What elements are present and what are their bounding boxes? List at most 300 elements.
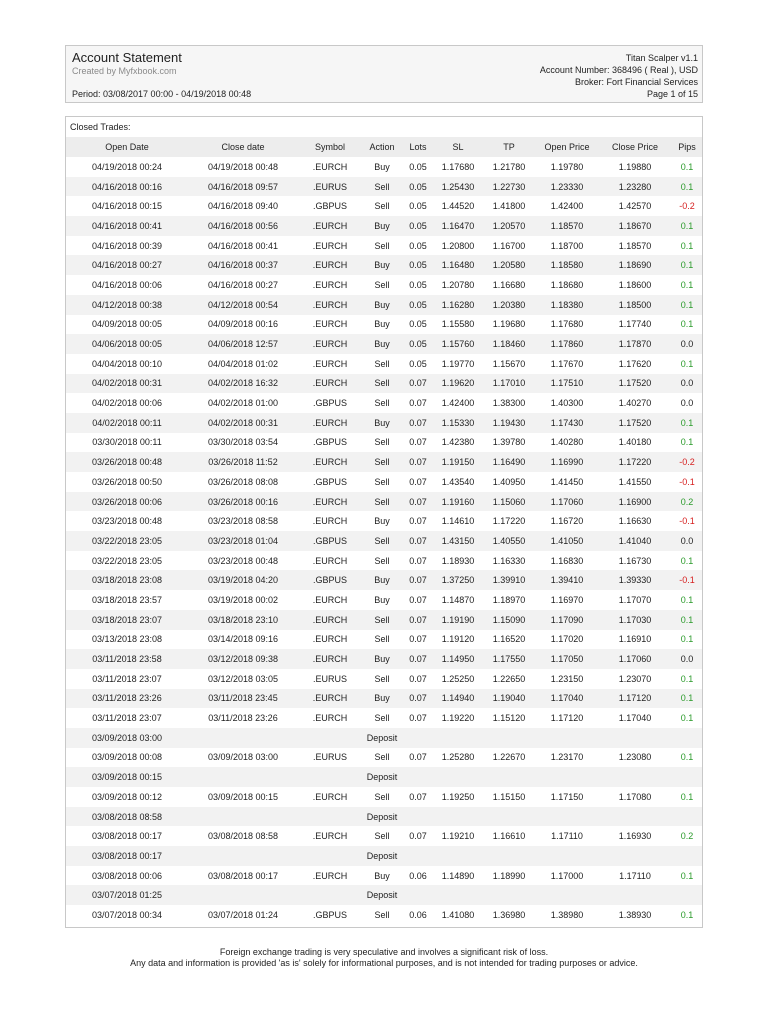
- cell-sl: 1.42380: [441, 437, 475, 448]
- cell-action: Deposit: [366, 850, 398, 861]
- page-indicator: Page 1 of 15: [646, 89, 698, 99]
- cell-open-date: 03/07/2018 01:25: [91, 890, 163, 901]
- cell-open-price: 1.17000: [550, 870, 584, 881]
- cell-sl: 1.19160: [441, 496, 475, 507]
- table-row: [66, 630, 702, 650]
- cell-symbol: .GBPUS: [312, 909, 347, 920]
- cell-close-date: 03/23/2018 08:58: [207, 516, 279, 527]
- table-row: [66, 610, 702, 630]
- cell-tp: [482, 846, 536, 866]
- cell-action: Buy: [374, 575, 390, 586]
- table-row: [66, 885, 702, 905]
- cell-close-price: 1.16900: [618, 496, 652, 507]
- cell-lots: 0.07: [409, 555, 427, 566]
- cell-sl: 1.43150: [441, 535, 475, 546]
- cell-close-price: 1.17080: [618, 791, 652, 802]
- cell-sl: 1.19770: [441, 358, 475, 369]
- cell-sl: [434, 807, 482, 827]
- cell-action: Sell: [374, 279, 390, 290]
- cell-action: Sell: [374, 437, 390, 448]
- cell-action: Buy: [374, 654, 390, 665]
- cell-tp: 1.21780: [492, 161, 526, 172]
- cell-open-date: 03/18/2018 23:08: [91, 575, 163, 586]
- cell-sl: 1.14610: [441, 516, 475, 527]
- cell-close-date: 04/04/2018 01:02: [207, 358, 279, 369]
- cell-close-date: 03/23/2018 01:04: [207, 535, 279, 546]
- cell-close-price: 1.17060: [618, 654, 652, 665]
- cell-lots: 0.07: [409, 437, 427, 448]
- cell-pips: 0.0: [680, 339, 694, 350]
- cell-open-price: 1.17510: [550, 378, 584, 389]
- cell-open-price: 1.38980: [550, 909, 584, 920]
- cell-tp: 1.16520: [492, 634, 526, 645]
- cell-pips: -0.1: [679, 476, 695, 487]
- cell-sl: 1.20780: [441, 279, 475, 290]
- cell-tp: 1.15120: [492, 713, 526, 724]
- cell-open-date: 03/09/2018 00:08: [91, 752, 163, 763]
- cell-close-price: 1.16910: [618, 634, 652, 645]
- cell-action: Deposit: [366, 772, 398, 783]
- cell-close-price: 1.41550: [618, 476, 652, 487]
- cell-sl: 1.37250: [441, 575, 475, 586]
- cell-open-price: 1.17060: [550, 496, 584, 507]
- cell-close-date: 03/19/2018 04:20: [207, 575, 279, 586]
- cell-open-date: 04/16/2018 00:41: [91, 220, 163, 231]
- cell-open-date: 03/26/2018 00:50: [91, 476, 163, 487]
- cell-symbol: .EURUS: [312, 181, 347, 192]
- table-row: [66, 590, 702, 610]
- cell-lots: 0.07: [409, 535, 427, 546]
- cell-sl: 1.25430: [441, 181, 475, 192]
- cell-action: Sell: [374, 831, 390, 842]
- cell-lots: 0.07: [409, 791, 427, 802]
- cell-close-price: 1.39330: [618, 575, 652, 586]
- cell-tp: 1.16490: [492, 457, 526, 468]
- table-row: [66, 551, 702, 571]
- cell-open-date: 03/11/2018 23:26: [92, 693, 162, 704]
- cell-pips: 0.1: [680, 437, 694, 448]
- cell-open-price: 1.19780: [550, 161, 584, 172]
- cell-close-date: 03/08/2018 08:58: [207, 831, 279, 842]
- cell-symbol: .GBPUS: [312, 201, 347, 212]
- cell-close-date: [188, 767, 298, 787]
- cell-lots: 0.05: [409, 220, 427, 231]
- cell-action: Buy: [374, 594, 390, 605]
- cell-close-price: 1.17040: [618, 713, 652, 724]
- cell-pips: 0.1: [680, 417, 694, 428]
- cell-symbol: .EURCH: [312, 260, 348, 271]
- cell-close-date: 03/12/2018 03:05: [207, 673, 279, 684]
- cell-symbol: .EURCH: [312, 339, 348, 350]
- cell-pips: 0.0: [680, 378, 694, 389]
- cell-pips: 0.1: [680, 299, 694, 310]
- cell-pips: [672, 767, 702, 787]
- cell-sl: 1.15330: [441, 417, 475, 428]
- cell-close-price: 1.16730: [618, 555, 652, 566]
- cell-pips: 0.1: [680, 161, 694, 172]
- col-symbol: Symbol: [314, 142, 345, 152]
- table-row: [66, 472, 702, 492]
- cell-open-date: 03/11/2018 23:58: [92, 654, 162, 665]
- cell-lots: [402, 728, 434, 748]
- table-row: [66, 157, 702, 177]
- cell-tp: [482, 767, 536, 787]
- cell-action: Buy: [374, 516, 390, 527]
- cell-pips: [672, 885, 702, 905]
- cell-close-price: 1.18570: [618, 240, 652, 251]
- cell-close-date: 03/26/2018 11:52: [208, 457, 278, 468]
- cell-tp: 1.22730: [492, 181, 526, 192]
- cell-pips: [672, 846, 702, 866]
- cell-lots: 0.05: [409, 240, 427, 251]
- cell-lots: 0.07: [409, 476, 427, 487]
- cell-sl: 1.19120: [441, 634, 475, 645]
- cell-open-price: 1.17040: [550, 693, 584, 704]
- table-row: [66, 315, 702, 335]
- cell-open-date: 04/04/2018 00:10: [91, 358, 163, 369]
- cell-symbol: .EURCH: [312, 319, 348, 330]
- table-row: [66, 177, 702, 197]
- cell-open-price: 1.17050: [550, 654, 584, 665]
- cell-lots: 0.07: [409, 752, 427, 763]
- broker-name: Broker: Fort Financial Services: [574, 77, 698, 87]
- cell-open-date: 04/02/2018 00:31: [91, 378, 163, 389]
- cell-pips: 0.1: [680, 279, 694, 290]
- cell-action: Sell: [374, 673, 390, 684]
- cell-tp: 1.41800: [492, 201, 526, 212]
- cell-sl: 1.14940: [441, 693, 475, 704]
- cell-close-price: [598, 885, 672, 905]
- cell-lots: 0.07: [409, 594, 427, 605]
- cell-open-date: 04/16/2018 00:27: [91, 260, 163, 271]
- disclaimer: [0, 947, 768, 969]
- cell-tp: 1.18460: [492, 339, 526, 350]
- cell-sl: 1.25250: [441, 673, 475, 684]
- cell-open-price: 1.17120: [550, 713, 584, 724]
- cell-symbol: .EURCH: [312, 614, 348, 625]
- cell-symbol: .EURCH: [312, 496, 348, 507]
- cell-sl: 1.44520: [441, 201, 475, 212]
- cell-lots: 0.05: [409, 299, 427, 310]
- cell-close-date: 03/08/2018 00:17: [207, 870, 279, 881]
- cell-sl: [434, 846, 482, 866]
- cell-sl: 1.19250: [441, 791, 475, 802]
- cell-open-date: 03/09/2018 03:00: [91, 732, 163, 743]
- cell-close-price: 1.23080: [618, 752, 652, 763]
- cell-open-date: 04/16/2018 00:06: [91, 279, 163, 290]
- cell-tp: 1.39910: [492, 575, 526, 586]
- cell-lots: 0.07: [409, 673, 427, 684]
- cell-symbol: .EURCH: [312, 279, 348, 290]
- table-row: [66, 275, 702, 295]
- cell-sl: 1.42400: [441, 398, 475, 409]
- table-row: [66, 669, 702, 689]
- cell-close-date: 03/07/2018 01:24: [207, 909, 279, 920]
- cell-close-price: 1.17220: [618, 457, 652, 468]
- cell-sl: 1.19210: [441, 831, 475, 842]
- cell-open-date: 03/09/2018 00:15: [91, 772, 163, 783]
- cell-close-price: 1.16630: [618, 516, 652, 527]
- cell-sl: 1.15580: [441, 319, 475, 330]
- cell-close-price: 1.38930: [618, 909, 652, 920]
- table-row: [66, 452, 702, 472]
- cell-symbol: [298, 767, 362, 787]
- cell-pips: 0.1: [680, 220, 694, 231]
- cell-tp: 1.15090: [492, 614, 526, 625]
- cell-lots: 0.07: [409, 398, 427, 409]
- cell-close-price: 1.23070: [618, 673, 652, 684]
- cell-tp: 1.20570: [492, 220, 526, 231]
- cell-close-date: 04/09/2018 00:16: [207, 319, 279, 330]
- cell-pips: 0.2: [680, 496, 694, 507]
- cell-open-date: 03/08/2018 00:06: [91, 870, 163, 881]
- cell-action: Sell: [374, 181, 390, 192]
- table-row: [66, 196, 702, 216]
- cell-open-price: [536, 728, 598, 748]
- cell-pips: 0.1: [680, 594, 694, 605]
- cell-open-date: 03/11/2018 23:07: [92, 713, 162, 724]
- cell-close-price: 1.40270: [618, 398, 652, 409]
- cell-close-price: 1.42570: [618, 201, 652, 212]
- table-row: [66, 255, 702, 275]
- cell-close-price: 1.19880: [618, 161, 652, 172]
- cell-symbol: .GBPUS: [312, 535, 347, 546]
- cell-tp: 1.18970: [492, 594, 526, 605]
- cell-action: Sell: [374, 496, 390, 507]
- cell-open-date: 03/26/2018 00:06: [91, 496, 163, 507]
- cell-lots: 0.07: [409, 575, 427, 586]
- table-row: [66, 905, 702, 925]
- cell-close-date: 04/06/2018 12:57: [207, 339, 279, 350]
- cell-pips: 0.1: [680, 909, 694, 920]
- cell-sl: 1.14950: [441, 654, 475, 665]
- cell-symbol: .EURCH: [312, 634, 348, 645]
- cell-lots: 0.07: [409, 634, 427, 645]
- cell-close-price: [598, 728, 672, 748]
- cell-tp: 1.18990: [492, 870, 526, 881]
- cell-pips: 0.1: [680, 181, 694, 192]
- cell-close-date: 04/02/2018 00:31: [207, 417, 279, 428]
- cell-open-date: 04/16/2018 00:16: [91, 181, 163, 192]
- cell-symbol: .EURUS: [312, 673, 347, 684]
- cell-lots: 0.05: [409, 279, 427, 290]
- cell-close-price: 1.17070: [618, 594, 652, 605]
- cell-action: Buy: [374, 260, 390, 271]
- cell-close-date: 03/14/2018 09:16: [207, 634, 279, 645]
- col-tp: TP: [503, 142, 515, 152]
- cell-sl: 1.43540: [441, 476, 475, 487]
- cell-close-price: 1.18500: [618, 299, 652, 310]
- cell-lots: 0.07: [409, 457, 427, 468]
- table-row: [66, 649, 702, 669]
- cell-action: Sell: [374, 614, 390, 625]
- cell-sl: 1.18930: [441, 555, 475, 566]
- cell-close-date: 04/02/2018 16:32: [207, 378, 279, 389]
- cell-symbol: .GBPUS: [312, 398, 347, 409]
- cell-close-price: [598, 807, 672, 827]
- cell-close-price: 1.17520: [618, 378, 652, 389]
- table-row: [66, 846, 702, 866]
- cell-open-date: 03/18/2018 23:07: [91, 614, 163, 625]
- table-row: [66, 531, 702, 551]
- cell-action: Buy: [374, 299, 390, 310]
- cell-action: Sell: [374, 752, 390, 763]
- cell-symbol: .EURCH: [312, 161, 348, 172]
- cell-open-price: 1.17860: [550, 339, 584, 350]
- cell-close-date: 03/26/2018 00:16: [207, 496, 279, 507]
- cell-action: Sell: [374, 555, 390, 566]
- closed-trades-table: [66, 137, 702, 925]
- cell-lots: 0.07: [409, 654, 427, 665]
- cell-close-price: 1.16930: [618, 831, 652, 842]
- cell-open-price: 1.18680: [550, 279, 584, 290]
- table-row: [66, 374, 702, 394]
- cell-close-date: 03/12/2018 09:38: [207, 654, 279, 665]
- cell-tp: 1.15150: [492, 791, 526, 802]
- cell-action: Sell: [374, 791, 390, 802]
- cell-action: Sell: [374, 909, 390, 920]
- cell-sl: 1.20800: [441, 240, 475, 251]
- cell-open-price: 1.17150: [550, 791, 584, 802]
- closed-trades-title: Closed Trades:: [70, 122, 131, 132]
- cell-symbol: .EURCH: [312, 299, 348, 310]
- cell-open-price: 1.17110: [551, 831, 583, 842]
- cell-close-date: 03/18/2018 23:10: [207, 614, 279, 625]
- cell-open-price: 1.17020: [550, 634, 584, 645]
- cell-action: Deposit: [366, 811, 398, 822]
- cell-open-price: 1.40280: [550, 437, 584, 448]
- cell-action: Buy: [374, 220, 390, 231]
- cell-close-date: [188, 728, 298, 748]
- cell-tp: 1.22670: [492, 752, 526, 763]
- cell-lots: 0.05: [409, 319, 427, 330]
- cell-lots: 0.05: [409, 161, 427, 172]
- cell-lots: [402, 767, 434, 787]
- cell-close-price: 1.18690: [618, 260, 652, 271]
- cell-tp: 1.38300: [492, 398, 526, 409]
- cell-open-price: 1.18570: [550, 220, 584, 231]
- cell-close-date: 03/19/2018 00:02: [207, 594, 279, 605]
- cell-tp: 1.20580: [492, 260, 526, 271]
- cell-action: Deposit: [366, 732, 398, 743]
- cell-close-date: 04/16/2018 00:37: [207, 260, 279, 271]
- cell-lots: 0.07: [409, 496, 427, 507]
- cell-action: Sell: [374, 634, 390, 645]
- cell-close-date: 03/23/2018 00:48: [207, 555, 279, 566]
- table-header-row: [66, 137, 702, 157]
- cell-open-date: 03/08/2018 00:17: [91, 831, 163, 842]
- cell-close-price: 1.17620: [618, 358, 652, 369]
- cell-open-price: [536, 807, 598, 827]
- cell-close-date: 04/16/2018 09:40: [207, 201, 279, 212]
- cell-close-date: 03/30/2018 03:54: [207, 437, 279, 448]
- cell-close-date: 04/12/2018 00:54: [207, 299, 279, 310]
- col-action: Action: [369, 142, 395, 152]
- cell-close-date: [188, 846, 298, 866]
- cell-open-price: 1.23150: [550, 673, 584, 684]
- cell-lots: 0.07: [409, 693, 427, 704]
- product-name: Titan Scalper v1.1: [625, 53, 698, 63]
- cell-close-date: [188, 807, 298, 827]
- cell-open-price: 1.41450: [550, 476, 584, 487]
- table-row: [66, 334, 702, 354]
- col-open-date: Open Date: [105, 142, 149, 152]
- table-row: [66, 826, 702, 846]
- cell-open-date: 03/22/2018 23:05: [91, 555, 163, 566]
- cell-tp: 1.19430: [492, 417, 526, 428]
- cell-open-price: 1.39410: [550, 575, 584, 586]
- cell-open-date: 04/16/2018 00:15: [91, 201, 163, 212]
- cell-open-price: 1.40300: [550, 398, 584, 409]
- cell-close-date: 04/16/2018 09:57: [207, 181, 279, 192]
- cell-symbol: .EURCH: [312, 220, 348, 231]
- cell-open-date: 04/02/2018 00:11: [92, 417, 162, 428]
- cell-open-price: [536, 767, 598, 787]
- cell-sl: 1.25280: [441, 752, 475, 763]
- cell-open-date: 03/13/2018 23:08: [91, 634, 163, 645]
- cell-symbol: .EURCH: [312, 831, 348, 842]
- cell-tp: 1.17550: [492, 654, 526, 665]
- cell-sl: 1.19190: [441, 614, 475, 625]
- col-pips: Pips: [678, 142, 696, 152]
- cell-pips: 0.1: [680, 260, 694, 271]
- cell-lots: 0.05: [409, 358, 427, 369]
- cell-tp: 1.17220: [492, 516, 526, 527]
- cell-tp: 1.16680: [492, 279, 526, 290]
- cell-tp: 1.19680: [492, 319, 526, 330]
- cell-action: Buy: [374, 161, 390, 172]
- cell-open-price: 1.16970: [550, 594, 584, 605]
- table-row: [66, 354, 702, 374]
- cell-action: Buy: [374, 870, 390, 881]
- cell-pips: -0.2: [679, 201, 695, 212]
- cell-open-price: 1.17090: [550, 614, 584, 625]
- cell-open-date: 03/07/2018 00:34: [91, 909, 163, 920]
- cell-symbol: .GBPUS: [312, 437, 347, 448]
- cell-close-date: 04/16/2018 00:41: [207, 240, 279, 251]
- cell-close-date: 03/11/2018 23:45: [208, 693, 278, 704]
- cell-pips: 0.1: [680, 713, 694, 724]
- cell-pips: [672, 728, 702, 748]
- cell-action: Sell: [374, 378, 390, 389]
- cell-pips: 0.1: [680, 358, 694, 369]
- cell-lots: 0.07: [409, 516, 427, 527]
- cell-close-price: 1.23280: [618, 181, 652, 192]
- cell-action: Sell: [374, 457, 390, 468]
- table-row: [66, 433, 702, 453]
- table-row: [66, 295, 702, 315]
- table-row: [66, 689, 702, 709]
- cell-symbol: .EURCH: [312, 378, 348, 389]
- cell-open-price: 1.42400: [550, 201, 584, 212]
- cell-open-date: 04/16/2018 00:39: [91, 240, 163, 251]
- cell-lots: 0.05: [409, 201, 427, 212]
- statement-header: [65, 45, 703, 103]
- cell-lots: 0.05: [409, 181, 427, 192]
- cell-pips: 0.1: [680, 673, 694, 684]
- table-row: [66, 413, 702, 433]
- cell-action: Sell: [374, 201, 390, 212]
- cell-open-price: 1.23170: [550, 752, 584, 763]
- table-row: [66, 728, 702, 748]
- col-close-date: Close date: [221, 142, 265, 152]
- cell-close-date: 03/09/2018 00:15: [207, 791, 279, 802]
- cell-symbol: .EURCH: [312, 693, 348, 704]
- cell-close-date: 03/26/2018 08:08: [207, 476, 279, 487]
- cell-pips: 0.2: [680, 831, 694, 842]
- cell-tp: 1.17010: [492, 378, 526, 389]
- cell-pips: 0.1: [680, 870, 694, 881]
